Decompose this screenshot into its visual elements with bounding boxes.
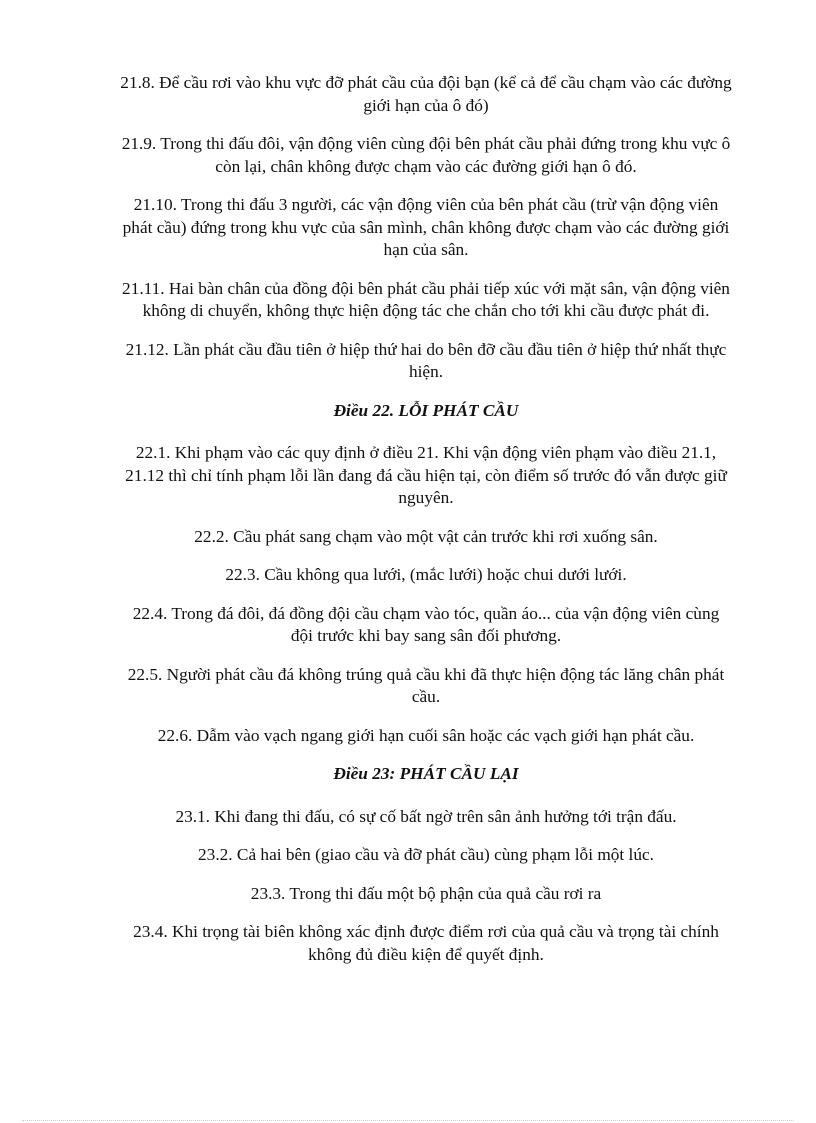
document-body (120, 72, 732, 982)
clause-22-6: 22.6. Dẫm vào vạch ngang giới hạn cuối sân hoặc các vạch giới hạn phát cầu. (157, 725, 695, 745)
clause-23-3: 23.3. Trong thi đấu một bộ phận của quả cầu rơi ra (250, 883, 602, 903)
article-23-heading: Điều 23: PHÁT CẦU LẠI (333, 764, 519, 783)
clause-22-2: 22.2. Cầu phát sang chạm vào một vật cản trước khi rơi xuống sân. (194, 526, 658, 546)
clause-21-9: 21.9. Trong thi đấu đôi, vận động viên cùng đội bên phát cầu phải đứng trong khu vực ô còn lại, chân không được chạm vào các đường giới hạn ô đó. (121, 134, 731, 176)
clause-21-12: 21.12. Lần phát cầu đầu tiên ở hiệp thứ hai do bên đỡ cầu đầu tiên ở hiệp thứ nhất thực hiện. (125, 339, 727, 381)
clause-22-4: 22.4. Trong đá đôi, đá đồng đội cầu chạm vào tóc, quần áo... của vận động viên cùng đội trước khi bay sang sân đối phương. (132, 603, 720, 645)
clause-21-8: 21.8. Để cầu rơi vào khu vực đỡ phát cầu của đội bạn (kể cả để cầu chạm vào các đường giới hạn của ô đó) (120, 73, 732, 115)
clause-21-11: 21.11. Hai bàn chân của đồng đội bên phát cầu phải tiếp xúc với mặt sân, vận động viên không di chuyển, không thực hiện động tác che chắn cho tới khi cầu được phát đi. (122, 278, 730, 320)
article-22-heading: Điều 22. LỖI PHÁT CẦU (333, 400, 519, 420)
clause-21-10: 21.10. Trong thi đấu 3 người, các vận động viên của bên phát cầu (trừ vận động viên phát cầu) đứng trong khu vực của sân mình, chân không được chạm vào các đường giới hạn của sân. (122, 195, 730, 259)
clause-23-4: 23.4. Khi trọng tài biên không xác định được điểm rơi của quả cầu và trọng tài chính không đủ điều kiện để quyết định. (133, 922, 719, 964)
clause-22-1: 22.1. Khi phạm vào các quy định ở điều 21. Khi vận động viên phạm vào điều 21.1, 21.12 thì chỉ tính phạm lỗi lần đang đá cầu hiện tại, còn điểm số trước đó vẫn được giữ nguyên. (125, 443, 727, 507)
page-bottom-divider (22, 1120, 794, 1121)
clause-22-5: 22.5. Người phát cầu đá không trúng quả cầu khi đã thực hiện động tác lăng chân phát cầu. (127, 664, 725, 706)
clause-22-3: 22.3. Cầu không qua lưới, (mắc lưới) hoặc chui dưới lưới. (225, 565, 627, 584)
clause-23-1: 23.1. Khi đang thi đấu, có sự cố bất ngờ trên sân ảnh hưởng tới trận đấu. (175, 806, 677, 826)
clause-23-2: 23.2. Cả hai bên (giao cầu và đỡ phát cầu) cùng phạm lỗi một lúc. (198, 845, 654, 864)
